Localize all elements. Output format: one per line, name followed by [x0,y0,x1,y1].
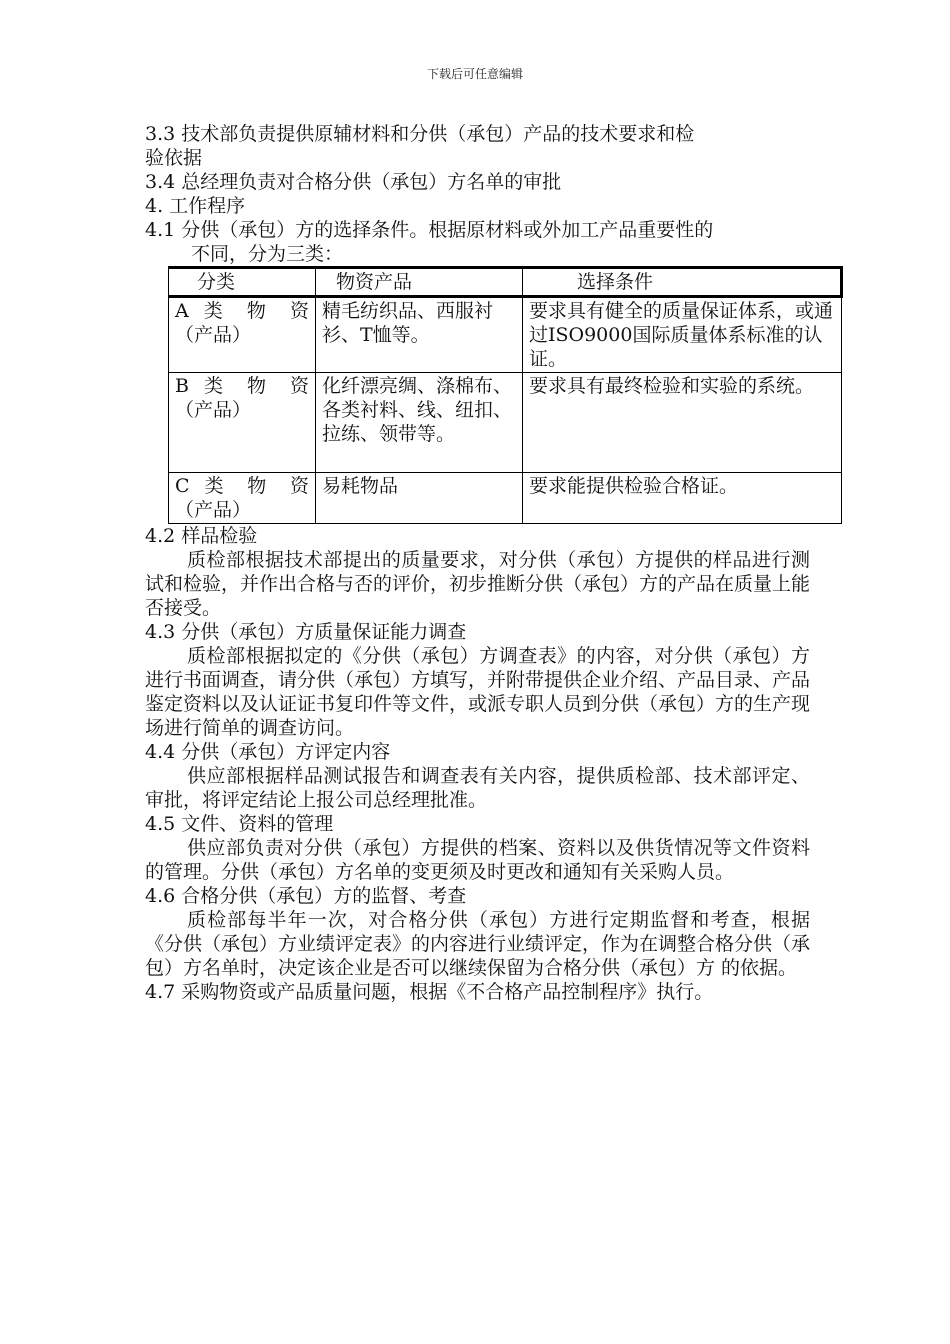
condition-cell: 要求具有最终检验和实验的系统。 [523,373,842,473]
product-cell: 精毛纺织品、西服衬衫、T恤等。 [316,297,523,373]
section-heading: 4.5 文件、资料的管理 [145,813,334,835]
section-body: 供应部负责对分供（承包）方提供的档案、资料以及供货情况等文件资料的管理。分供（承包）方名单的变更须及时更改和通知有关采购人员。 [145,837,810,883]
text-line: 4.1 分供（承包）方的选择条件。根据原材料或外加工产品重要性的 [145,219,714,241]
text-line: 3.3 技术部负责提供原辅材料和分供（承包）产品的技术要求和检 [145,123,695,145]
section-body: 质检部根据拟定的《分供（承包）方调查表》的内容，对分供（承包）方进行书面调查，请分供（承包）方填写，并附带提供企业介绍、产品目录、产品鉴定资料以及认证证书复印件等文件，或派专职人员到分供（承包）方的生产现场进行简单的调查访问。 [145,645,811,739]
table-row [169,373,842,473]
text-line: 4. 工作程序 [145,195,246,217]
product-cell: 易耗物品 [316,473,523,524]
text-line: 验依据 [145,147,203,169]
category-sub: （产品） [175,499,252,521]
text-line: 3.4 总经理负责对合格分供（承包）方名单的审批 [145,171,562,193]
category-label: A 类 物 资 [175,300,309,322]
supplier-category-table [168,266,843,524]
category-sub: （产品） [175,324,252,346]
section-heading: 4.4 分供（承包）方评定内容 [145,741,391,763]
section-heading: 4.2 样品检验 [145,525,258,547]
category-label: C 类 物 资 [175,475,309,497]
product-cell: 化纤漂亮绸、涤棉布、各类衬料、线、纽扣、拉练、领带等。 [316,373,523,473]
section-body: 质检部根据技术部提出的质量要求，对分供（承包）方提供的样品进行测试和检验，并作出合格与否的评价，初步推断分供（承包）方的产品在质量上能否接受。 [145,549,811,619]
page-header: 下载后可任意编辑 [426,67,523,81]
category-label: B 类 物 资 [175,375,309,397]
category-sub: （产品） [175,399,252,421]
condition-cell: 要求具有健全的质量保证体系，或通过ISO9000国际质量体系标准的认证。 [523,297,842,373]
section-heading: 4.3 分供（承包）方质量保证能力调查 [145,621,467,643]
table-row [169,473,842,524]
condition-cell: 要求能提供检验合格证。 [523,473,842,524]
category-cell [169,473,316,524]
category-cell [169,373,316,473]
category-cell [169,297,316,373]
section-body: 供应部根据样品测试报告和调查表有关内容，提供质检部、技术部评定、审批，将评定结论上报公司总经理批准。 [145,765,810,811]
header-product: 物资产品 [316,268,523,297]
header-condition: 选择条件 [523,268,842,297]
text-line: 不同，分为三类： [191,243,344,265]
section-heading: 4.6 合格分供（承包）方的监督、考查 [145,885,467,907]
final-line: 4.7 采购物资或产品质量问题，根据《不合格产品控制程序》执行。 [145,981,714,1003]
header-category: 分类 [169,268,316,297]
document-body [145,122,834,1004]
table-header-row [169,268,842,297]
table-row [169,297,842,373]
section-body: 质检部每半年一次，对合格分供（承包）方进行定期监督和考查，根据《分供（承包）方业绩评定表》的内容进行业绩评定，作为在调整合格分供（承包）方名单时，决定该企业是否可以继续保留为合格分供（承包）方 的依据。 [145,909,811,979]
